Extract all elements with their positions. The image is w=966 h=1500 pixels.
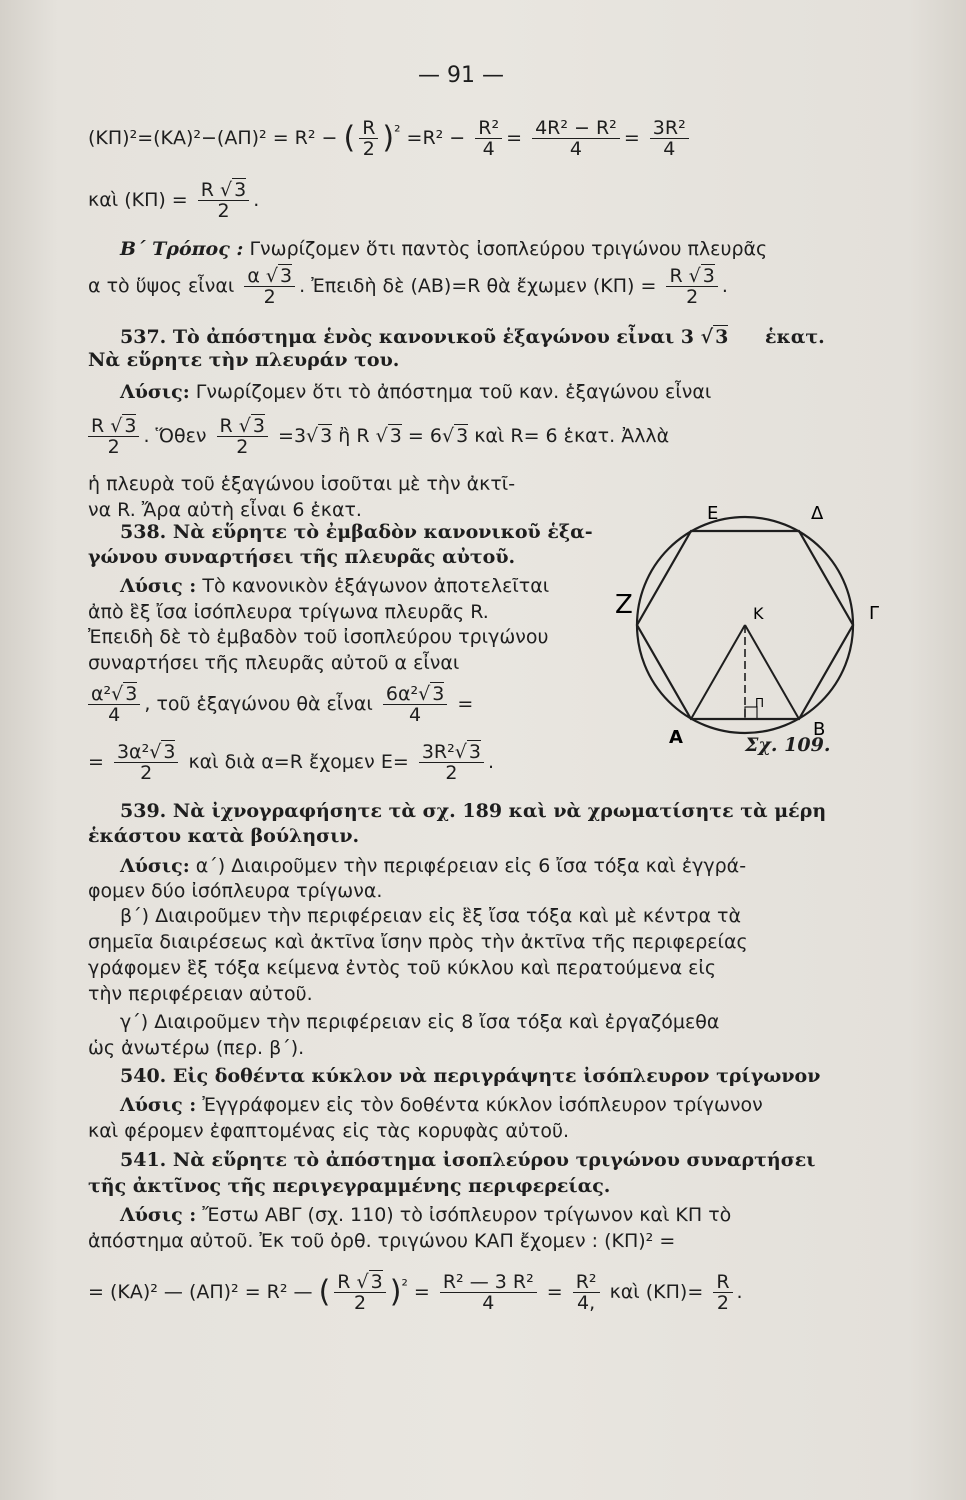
label-p: Π [755, 696, 765, 710]
problem-541-question-2: τῆς ἀκτῖνος τῆς περιγεγραμμένης περιφερείας. [88, 1175, 611, 1197]
problem-538-solution-3: Ἐπειδὴ δὲ τὸ ἐμβαδὸν τοῦ ἰσοπλεύρου τριγώνου [88, 626, 549, 648]
problem-537-question: 537. Τὸ ἀπόστημα ἑνὸς κανονικοῦ ἑξαγώνου εἶναι 3 √ 3 ἑκατ. [120, 326, 825, 348]
problem-538-solution-4: συναρτήσει τῆς πλευρᾶς αὐτοῦ α εἶναι [88, 652, 460, 674]
problem-539-question: 539. Νὰ ἰχνογραφήσητε τὰ σχ. 189 καὶ νὰ χρωματίσητε τὰ μέρη [120, 800, 827, 822]
problem-538-formula-1: $\frac{\text{α²√ 3}}{4}$ , τοῦ ἑξαγώνου θὰ εἶναι $\frac{\text{6α²√ 3}}{4}$ = [84, 684, 473, 725]
problem-539-c1: γ΄) Διαιροῦμεν τὴν περιφέρειαν εἰς 8 ἴσα τόξα καὶ ἐργαζόμεθα [120, 1011, 720, 1033]
equation-kp-squared: (ΚΠ)²=(ΚΑ)²−(ΑΠ)² = R² − ( $\frac{R}{2}$ )$^{^2}$ =R² − $\frac{\text{R²}}{4}$ = $\frac{\text{4R² − R²}}{4}$ = $\frac{\text{3R²}}{4}$ [88, 118, 693, 159]
radius-kb [745, 625, 799, 719]
label-g: Γ [869, 603, 880, 624]
label-k: Κ [753, 604, 764, 623]
problem-537-solution-2: $\frac{R √ 3}{2}$ . Ὅθεν $\frac{R √ 3}{2}$ =3√ 3 ἢ R √ 3 = 6√ 3 καὶ R= 6 ἑκατ. Ἀλλὰ [84, 416, 669, 457]
problem-539-c2: ὡς ἀνωτέρω (περ. β΄). [88, 1037, 305, 1059]
problem-540-solution-2: καὶ φέρομεν ἐφαπτομένας εἰς τὰς κορυφὰς αὐτοῦ. [88, 1120, 569, 1142]
label-b: Β [813, 719, 826, 740]
label-d: Δ [811, 503, 824, 524]
problem-537-solution-4: να R. Ἄρα αὐτὴ εἶναι 6 ἑκατ. [88, 499, 362, 521]
method-b-line2: α τὸ ὕψος εἶναι $\frac{\alpha √ 3}{2}$ . Ἐπειδὴ δὲ (ΑΒ)=R θὰ ἔχωμεν (ΚΠ) = $\frac{R √ 3}{2}$ . [88, 265, 728, 308]
problem-538-question-2: γώνου συναρτήσει τῆς πλευρᾶς αὐτοῦ. [88, 546, 516, 568]
label-z: Ζ [615, 590, 633, 620]
problem-540-solution-1: Λύσις : Ἐγγράφομεν εἰς τὸν δοθέντα κύκλον ἰσόπλευρον τρίγωνον [120, 1094, 763, 1116]
problem-539-solution-2: φομεν δύο ἰσόπλευρα τρίγωνα. [88, 880, 383, 902]
label-e: Ε [707, 503, 719, 524]
problem-537-solution-3: ἡ πλευρὰ τοῦ ἑξαγώνου ἰσοῦται μὲ τὴν ἀκτῖ- [88, 473, 516, 495]
problem-539-b1: β΄) Διαιροῦμεν τὴν περιφέρειαν εἰς ἓξ ἴσα τόξα καὶ μὲ κέντρα τὰ [120, 905, 741, 927]
page-number: — 91 — [418, 63, 504, 88]
problem-537-question-2: Νὰ εὕρητε τὴν πλευράν του. [88, 349, 400, 371]
problem-540-question: 540. Εἰς δοθέντα κύκλον νὰ περιγράψητε ἰσόπλευρον τρίγωνον [120, 1065, 821, 1087]
problem-537-solution-1: Λύσις: Γνωρίζομεν ὅτι τὸ ἀπόστημα τοῦ καν. ἑξαγώνου εἶναι [120, 381, 712, 403]
problem-541-equation: = (ΚΑ)² — (ΑΠ)² = R² — ( $\frac{R √ 3}{2}$ )$^{^2}$ = $\frac{\text{R² — 3 R²}}{4}$ = $\frac{\text{R²}}{4,}$ καὶ (ΚΠ)= $\frac{R}{2}$ . [88, 1271, 743, 1314]
problem-539-b3: γράφομεν ἓξ τόξα κείμενα ἐντὸς τοῦ κύκλου καὶ περατούμενα εἰς [88, 957, 717, 979]
problem-538-solution-2: ἀπὸ ἓξ ἴσα ἰσόπλευρα τρίγωνα πλευρᾶς R. [88, 601, 489, 623]
problem-541-solution-1: Λύσις : Ἔστω ΑΒΓ (σχ. 110) τὸ ἰσόπλευρον τρίγωνον καὶ ΚΠ τὸ [120, 1204, 732, 1226]
figure-caption: Σχ. 109. [745, 734, 831, 756]
problem-538-formula-2: = $\frac{\text{3α²√ 3}}{2}$ καὶ διὰ α=R ἔχομεν Ε= $\frac{\text{3R²√ 3}}{2}$ . [88, 741, 494, 784]
problem-541-solution-2: ἀπόστημα αὐτοῦ. Ἐκ τοῦ ὀρθ. τριγώνου ΚΑΠ ἔχομεν : (ΚΠ)² = [88, 1230, 676, 1252]
equation-kp: καὶ (ΚΠ) = $\frac{R √ 3}{2}$ . [88, 179, 260, 222]
problem-539-solution-1: Λύσις: α΄) Διαιροῦμεν τὴν περιφέρειαν εἰς 6 ἴσα τόξα καὶ ἐγγρά- [120, 855, 747, 877]
problem-538-solution-1: Λύσις : Τὸ κανονικὸν ἑξάγωνον ἀποτελεῖται [120, 575, 550, 597]
method-b-line1: Β΄ Τρόπος : Γνωρίζομεν ὅτι παντὸς ἰσοπλεύρου τριγώνου πλευρᾶς [120, 238, 768, 260]
radius-ka [691, 625, 745, 719]
figure-109-hexagon [595, 495, 885, 770]
problem-539-question-2: ἑκάστου κατὰ βούλησιν. [88, 825, 360, 847]
problem-539-b2: σημεῖα διαιρέσεως καὶ ἀκτῖνα ἴσην πρὸς τὴν ἀκτῖνα τῆς περιφερείας [88, 931, 748, 953]
label-a: Α [669, 727, 683, 748]
problem-539-b4: τὴν περιφέρειαν αὐτοῦ. [88, 983, 313, 1005]
problem-538-question: 538. Νὰ εὕρητε τὸ ἐμβαδὸν κανονικοῦ ἑξα- [120, 521, 593, 543]
problem-541-question: 541. Νὰ εὕρητε τὸ ἀπόστημα ἰσοπλεύρου τριγώνου συναρτήσει [120, 1149, 816, 1171]
